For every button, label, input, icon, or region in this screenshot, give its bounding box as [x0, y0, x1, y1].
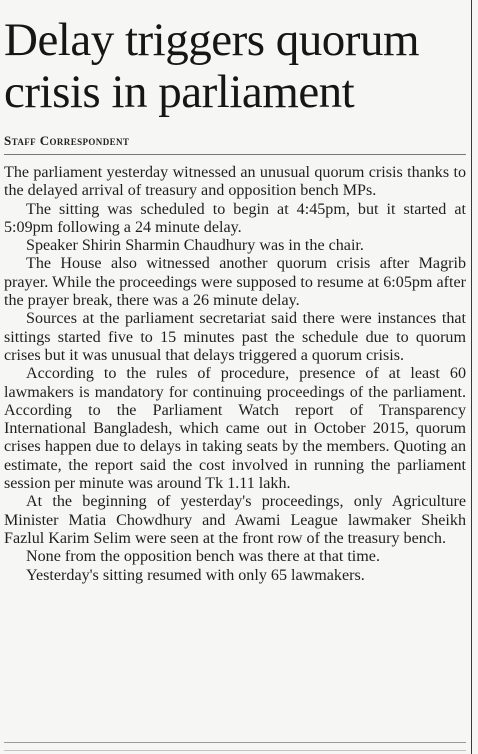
article-paragraph: Sources at the parliament secretariat said there were instances that sittings started five to 15 minutes past the schedule due to quorum crises but it was unusual that delays triggered a quorum crisis. — [4, 310, 466, 364]
article-headline: Delay triggers quorum crisis in parliament — [4, 14, 420, 118]
bottom-divider — [4, 750, 466, 751]
article-paragraph: Yesterday's sitting resumed with only 65 lawmakers. — [26, 566, 365, 584]
article-paragraph: Speaker Shirin Sharmin Chaudhury was in the chair. — [26, 237, 364, 255]
column-border — [471, 0, 472, 754]
article-paragraph: None from the opposition bench was there at that time. — [26, 548, 380, 566]
article-body — [4, 164, 466, 585]
article-paragraph: According to the rules of procedure, presence of at least 60 lawmakers is mandatory for continuing proceedings of the parliament. According to the Parliament Watch report of Transparency International Bangladesh, which came out in October 2015, quorum crises happen due to delays in taking seats by the members. Quoting an estimate, the report said the cost involved in running the parliament session per minute was around Tk 1.11 lakh. — [4, 365, 466, 493]
news-article — [4, 14, 466, 585]
byline-row — [4, 132, 466, 155]
article-byline: Staff Correspondent — [4, 133, 130, 148]
article-paragraph: The parliament yesterday witnessed an unusual quorum crisis thanks to the delayed arrival of treasury and opposition bench MPs. — [4, 164, 466, 200]
bottom-divider — [4, 742, 466, 743]
article-paragraph: The sitting was scheduled to begin at 4:45pm, but it started at 5:09pm following a 24 minute delay. — [4, 200, 466, 236]
article-paragraph: The House also witnessed another quorum crisis after Magrib prayer. While the proceedings were supposed to resume at 6:05pm after the prayer break, there was a 26 minute delay. — [4, 255, 466, 310]
article-paragraph: At the beginning of yesterday's proceedings, only Agriculture Minister Matia Chowdhury and Awami League lawmaker Sheikh Fazlul Karim Selim were seen at the front row of the treasury bench. — [4, 493, 466, 547]
